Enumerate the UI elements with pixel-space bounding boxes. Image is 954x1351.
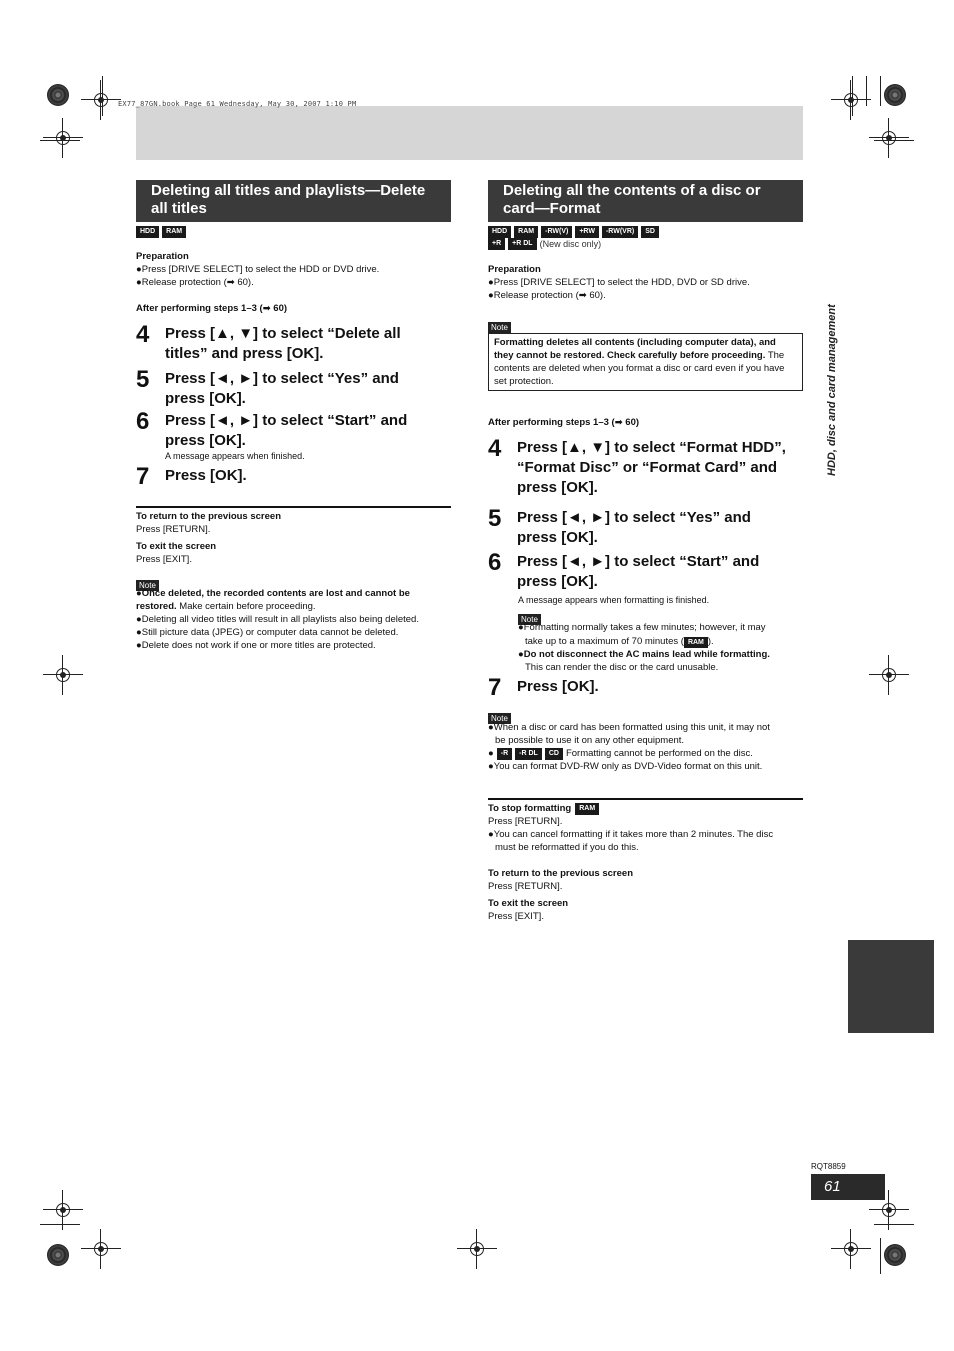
step-instruction: Press [◄, ►] to select “Start” and press [OK]. [517,553,760,590]
note-label: Note [518,614,541,625]
left-step-5 [136,366,436,409]
right-media-badges-row1 [488,226,659,238]
left-divider [136,506,451,508]
right-preparation-item: ●Press [DRIVE SELECT] to select the HDD, DVD or SD drive. [488,277,750,288]
right-exit-text: Press [EXIT]. [488,911,544,922]
left-step-6 [136,408,436,451]
crop-mark-bottom-center [457,1229,497,1269]
note-label: Note [136,580,159,591]
step-number: 4 [488,435,502,462]
step-number: 7 [136,463,150,490]
crop-mark-bottom-right-2 [831,1229,871,1269]
left-step-4 [136,321,436,364]
media-badge: -RW(VR) [602,226,638,238]
right-after-steps: After performing steps 1–3 (➡ 60) [488,417,640,428]
step-number: 4 [136,321,150,348]
trim-line [874,140,914,141]
right-note-item: be possible to use it on any other equipment. [495,735,685,746]
right-stop-label [488,802,599,815]
warning-bold: Formatting deletes all contents (including computer data), and they cannot be restored. Check carefully before proceeding. [494,337,776,361]
running-header: EX77_87GN.book Page 61 Wednesday, May 30, 2007 1:10 PM [118,100,357,108]
step-instruction: Press [▲, ▼] to select “Format HDD”, “Format Disc” or “Format Card” and press [OK]. [517,439,786,496]
step-number: 7 [488,674,502,701]
media-badge: RAM [162,226,186,238]
stop-label-text: To stop formatting [488,803,572,814]
media-badge: CD [545,748,563,760]
step-instruction: Press [◄, ►] to select “Yes” and press [OK]. [517,509,751,546]
note-label: Note [488,713,511,724]
media-badge: HDD [136,226,159,238]
right-return-label: To return to the previous screen [488,868,633,879]
right-stop-text: Press [RETURN]. [488,816,563,827]
left-note-item: ●Delete does not work if one or more titles are protected. [136,640,376,651]
media-badge: RAM [514,226,538,238]
media-badge: +RW [575,226,599,238]
left-note-item: ●Deleting all video titles will result in all playlists also being deleted. [136,614,419,625]
trim-line [866,76,867,106]
media-badge: -RW(V) [541,226,572,238]
right-note-item [488,747,753,760]
registration-disc-top-left [47,84,69,106]
right-note-item: ●You can format DVD-RW only as DVD-Video format on this unit. [488,761,763,772]
left-step-7 [136,463,436,490]
trim-line [874,1224,914,1225]
registration-disc-bottom-right [884,1244,906,1266]
crop-mark-top-left-2 [43,118,83,158]
right-step-5 [488,505,803,548]
media-badge: -R DL [515,748,542,760]
left-media-badges [136,226,186,238]
step-instruction: Press [OK]. [165,467,247,484]
trim-line [880,1238,881,1274]
step-instruction: Press [▲, ▼] to select “Delete all titles” and press [OK]. [165,325,401,362]
crop-mark-top-right-1 [831,80,871,120]
note-text: take up to a maximum of 70 minutes ( [525,636,684,647]
right-stop-note: ●You can cancel formatting if it takes more than 2 minutes. The disc [488,829,774,840]
left-after-steps: After performing steps 1–3 (➡ 60) [136,303,288,314]
right-step-4 [488,435,803,498]
left-preparation-item: ●Release protection (➡ 60). [136,277,254,288]
registration-disc-top-right [884,84,906,106]
left-return-text: Press [RETURN]. [136,524,211,535]
left-exit-text: Press [EXIT]. [136,554,192,565]
step-number: 6 [488,549,502,576]
right-step-6-warning-text: This can render the disc or the card unusable. [525,662,719,673]
step-number: 6 [136,408,150,435]
warning-text: The contents are deleted when you format a disc or card even if you have set protection. [494,350,785,387]
media-badge: HDD [488,226,511,238]
left-section-title: Deleting all titles and playlists—Delete all titles [136,180,451,222]
note-bold: ●Once deleted, the recorded contents are lost and cannot be restored. [136,588,410,612]
right-step-6-note [525,635,714,648]
bullet-icon: ● [488,748,494,759]
left-step-6-sub: A message appears when finished. [165,451,305,461]
note-text: Make certain before proceeding. [176,601,316,612]
left-preparation-item: ●Press [DRIVE SELECT] to select the HDD or DVD drive. [136,264,380,275]
media-badge: RAM [684,637,708,648]
note-label: Note [488,322,511,333]
crop-mark-bottom-left-2 [81,1229,121,1269]
note-text: ). [707,636,714,647]
right-media-badges-row2 [488,238,601,250]
right-divider [488,798,803,800]
right-step-7 [488,674,803,701]
media-badge: +R [488,238,505,250]
right-return-text: Press [RETURN]. [488,881,563,892]
trim-line [40,140,80,141]
right-stop-note: must be reformatted if you do this. [495,842,639,853]
right-note-item: ●When a disc or card has been formatted using this unit, it may not [488,722,770,733]
left-return-label: To return to the previous screen [136,511,281,522]
left-note-item: ●Still picture data (JPEG) or computer data cannot be deleted. [136,627,399,638]
right-step-6 [488,549,803,592]
chapter-side-label: HDD, disc and card management [826,304,838,476]
media-badge: +R DL [508,238,536,250]
crop-mark-mid-right [869,655,909,695]
trim-line [40,1224,80,1225]
format-warning-box [488,333,803,391]
step-instruction: Press [OK]. [517,678,599,695]
right-step-6-note: ●Formatting normally takes a few minutes; however, it may [518,622,766,633]
step-instruction: Press [◄, ►] to select “Start” and press [OK]. [165,412,408,449]
document-code: RQT8859 [811,1162,846,1171]
left-preparation-label: Preparation [136,251,189,262]
left-exit-label: To exit the screen [136,541,217,552]
note-text: Formatting cannot be performed on the disc. [565,748,753,759]
page-number: 61 [811,1174,885,1200]
right-step-6-sub: A message appears when formatting is finished. [518,595,710,605]
registration-disc-bottom-left [47,1244,69,1266]
right-exit-label: To exit the screen [488,898,569,909]
right-section-title: Deleting all the contents of a disc or card—Format [488,180,803,222]
trim-line [102,76,103,116]
page-header-bar [136,106,803,160]
trim-line [852,76,853,116]
step-number: 5 [488,505,502,532]
chapter-tab [848,940,934,1033]
crop-mark-top-left-1 [81,80,121,120]
right-step-6-warning: ●Do not disconnect the AC mains lead while formatting. [518,649,770,660]
media-badge: RAM [575,803,599,815]
crop-mark-top-right-2 [869,118,909,158]
right-preparation-item: ●Release protection (➡ 60). [488,290,606,301]
left-note-item [136,587,451,613]
media-badge: SD [641,226,659,238]
media-badge-note: (New disc only) [539,239,602,249]
crop-mark-mid-left [43,655,83,695]
step-instruction: Press [◄, ►] to select “Yes” and press [OK]. [165,370,399,407]
trim-line [880,76,881,106]
media-badge: -R [497,748,512,760]
step-number: 5 [136,366,150,393]
right-preparation-label: Preparation [488,264,541,275]
